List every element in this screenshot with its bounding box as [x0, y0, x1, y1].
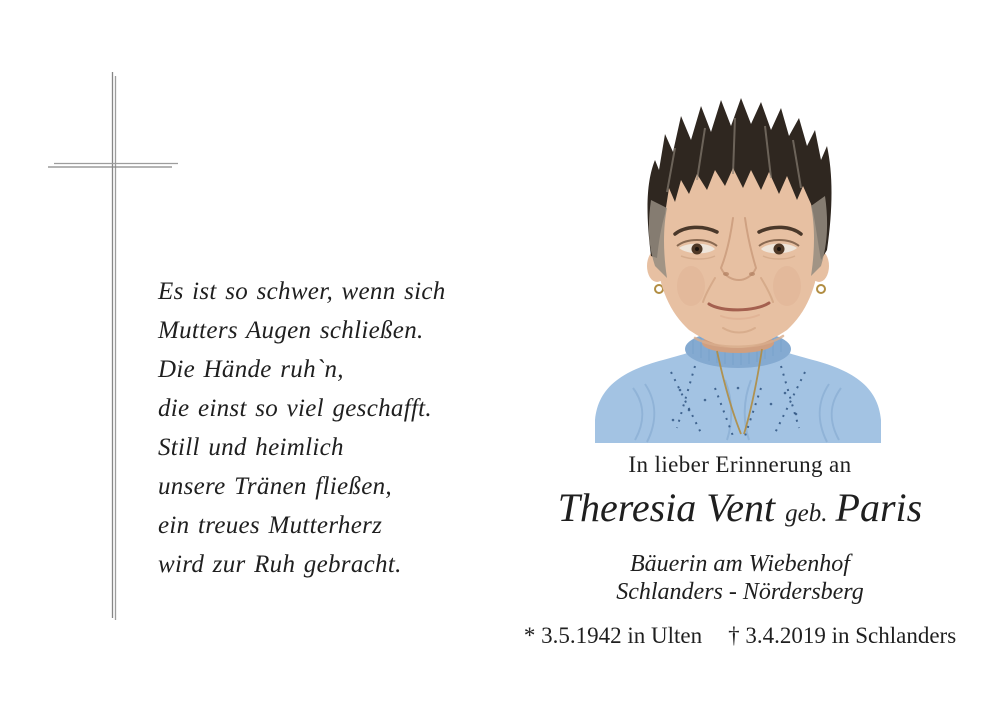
poem-line: wird zur Ruh gebracht.: [158, 551, 402, 578]
poem-line: Es ist so schwer, wenn sich: [158, 278, 446, 305]
birth-date: * 3.5.1942 in Ulten: [523, 623, 703, 648]
portrait-photo: [575, 88, 900, 443]
residence: Schlanders - Nördersberg: [616, 579, 864, 605]
life-dates: [518, 623, 962, 649]
death-date: † 3.4.2019 in Schlanders: [728, 623, 957, 648]
poem-line: Die Hände ruh`n,: [158, 356, 344, 383]
occupation: Bäuerin am Wiebenhof: [630, 551, 850, 577]
deceased-maiden-name: Paris: [835, 485, 923, 530]
poem-line: die einst so viel geschafft.: [158, 395, 432, 422]
poem-line: ein treues Mutterherz: [158, 512, 383, 539]
deceased-name: [518, 486, 962, 536]
memorial-intro: In lieber Erinnerung an: [628, 452, 852, 477]
poem-line: unsere Tränen fließen,: [158, 473, 392, 500]
deceased-name-main: Theresia Vent: [557, 485, 776, 530]
memorial-info: [518, 452, 962, 649]
poem: [158, 272, 446, 584]
poem-line: Mutters Augen schließen.: [158, 317, 424, 344]
poem-line: Still und heimlich: [158, 434, 344, 461]
deceased-name-geb-label: geb.: [785, 500, 828, 527]
